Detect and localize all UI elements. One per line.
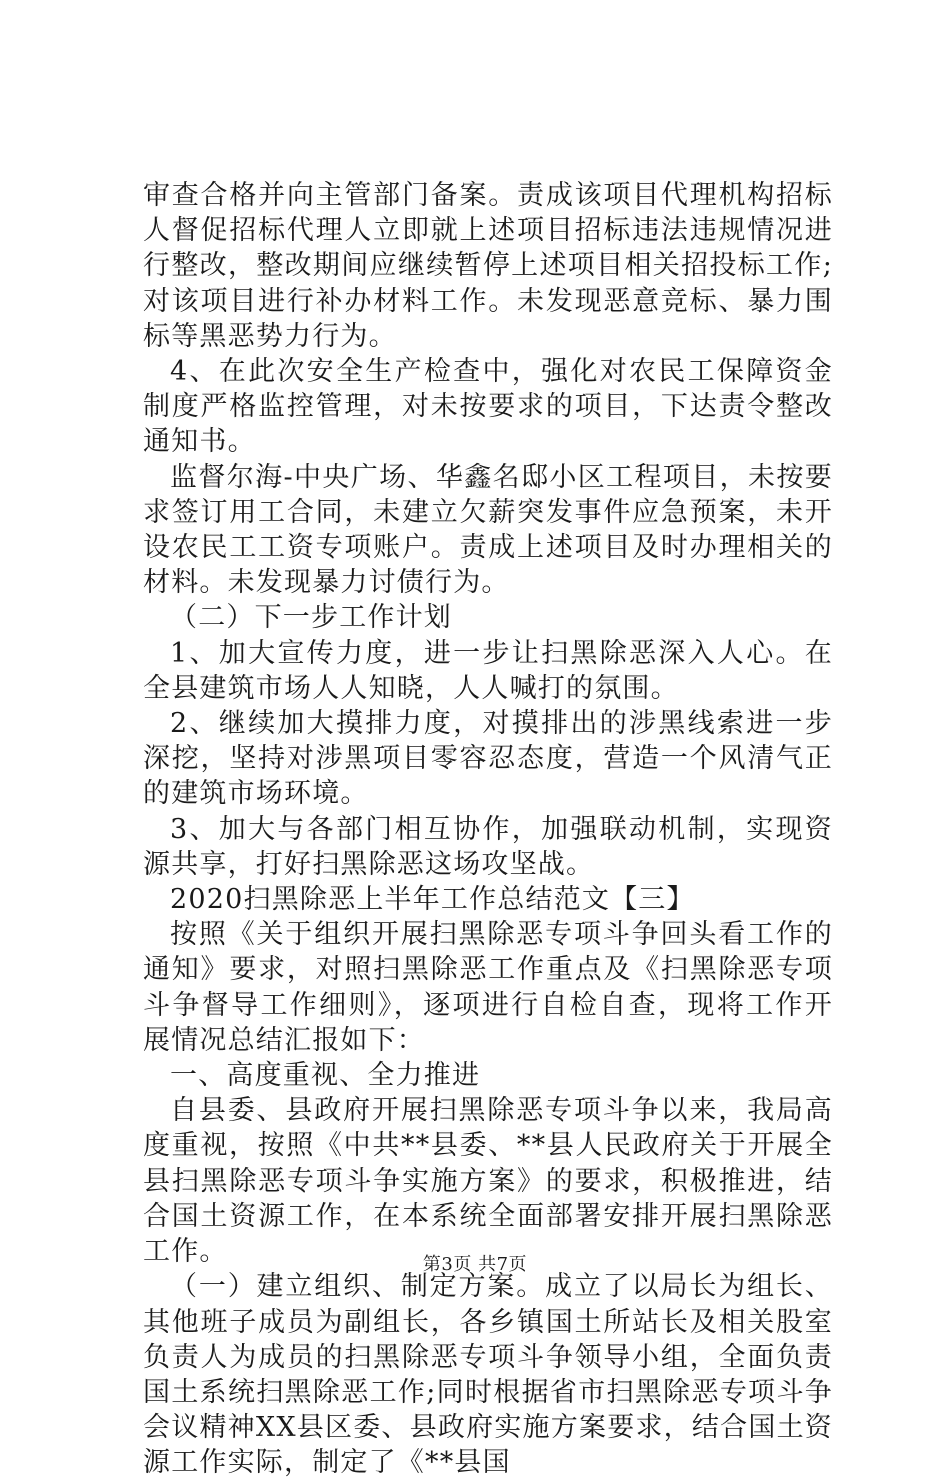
paragraph-item-4: 4、在此次安全生产检查中，强化对农民工保障资金制度严格监控管理，对未按要求的项目，下达责令整改通知书。 [143,356,833,458]
paragraph-plan-1: 1、加大宣传力度，进一步让扫黑除恶深入人心。在全县建筑市场人人知晓，人人喊打的氛围。 [143,637,833,704]
paragraph-continuation: 审查合格并向主管部门备案。责成该项目代理机构招标人督促招标代理人立即就上述项目招标违法违规情况进行整改，整改期间应继续暂停上述项目相关招投标工作;对该项目进行补办材料工作。未发现恶意竞标、暴力围标等黑恶势力行为。 [143,180,833,352]
section-heading-next-plan: （二）下一步工作计划 [170,602,452,634]
paragraph-subsection-one: （一）建立组织、制定方案。成立了以局长为组长、其他班子成员为副组长，各乡镇国土所站长及相关股室负责人为成员的扫黑除恶专项斗争领导小组，全面负责国土系统扫黑除恶工作;同时根据省市扫黑除恶专项斗争会议精神XX县区委、县政府实施方案要求，结合国土资源工作实际，制定了《**县国 [143,1271,833,1479]
document-body [143,178,833,1481]
paragraph-supervision: 监督尔海-中央广场、华鑫名邸小区工程项目，未按要求签订用工合同，未建立欠薪突发事件应急预案，未开设农民工工资专项账户。责成上述项目及时办理相关的材料。未发现暴力讨债行为。 [143,461,833,599]
section-heading-one: 一、高度重视、全力推进 [170,1060,481,1092]
paragraph-intro: 按照《关于组织开展扫黑除恶专项斗争回头看工作的通知》要求，对照扫黑除恶工作重点及《扫黑除恶专项斗争督导工作细则》，逐项进行自检自查，现将工作开展情况总结汇报如下： [143,919,833,1056]
page-number-footer: 第3页 共7页 [422,1254,528,1275]
article-title-three: 2020扫黑除恶上半年工作总结范文【三】 [170,884,695,916]
paragraph-plan-3: 3、加大与各部门相互协作，加强联动机制，实现资源共享，打好扫黑除恶这场攻坚战。 [143,813,833,880]
paragraph-section-one: 自县委、县政府开展扫黑除恶专项斗争以来，我局高度重视，按照《中共**县委、**县人民政府关于开展全县扫黑除恶专项斗争实施方案》的要求，积极推进，结合国土资源工作，在本系统全面部署安排开展扫黑除恶工作。 [143,1095,833,1268]
paragraph-plan-2: 2、继续加大摸排力度，对摸排出的涉黑线索进一步深挖，坚持对涉黑项目零容忍态度，营造一个风清气正的建筑市场环境。 [143,708,833,810]
